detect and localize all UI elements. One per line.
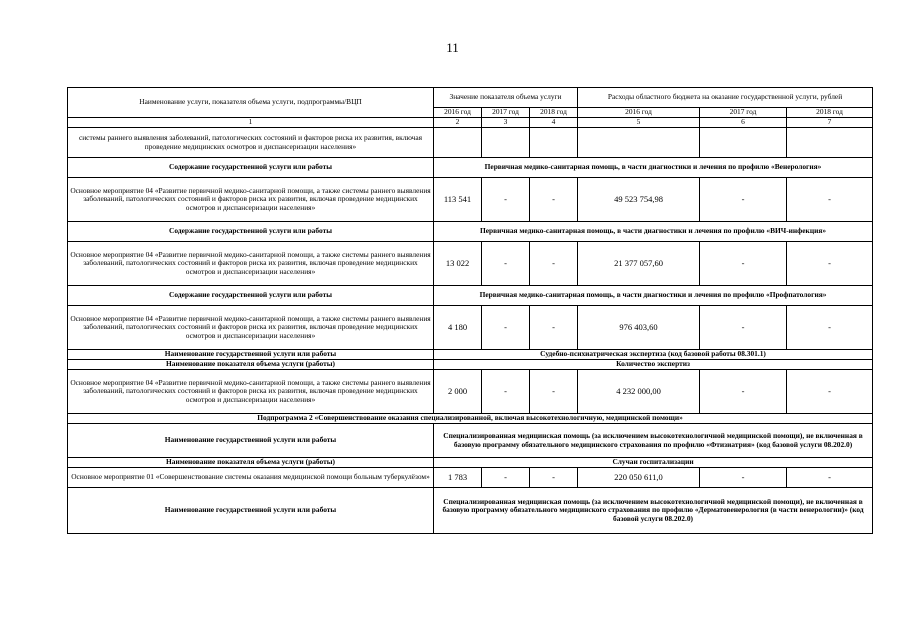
header-col-name: Наименование услуги, показателя объема услуги, подпрограммы/ВЦП (68, 88, 434, 118)
value-cell: - (787, 306, 873, 350)
row-label: Содержание государственной услуги или работы (68, 222, 434, 242)
row-value: Специализированная медицинская помощь (за исключением высокотехнологичной медицинской помощи), не включенная в базовую программу обязательного медицинского страхования по профилю «Дерматовенерология (в части венерологии)» (код базовой услуги 08.202.0) (434, 488, 873, 534)
activity-text: Основное мероприятие 04 «Развитие первичной медико-санитарной помощи, а также системы раннего выявления заболеваний, патологических состояний и факторов риска их развития, включая проведение медицинских осмотров и диспансеризации населения» (68, 306, 434, 350)
value-cell: - (700, 242, 787, 286)
col-number: 1 (68, 118, 434, 128)
row-label: Содержание государственной услуги или работы (68, 286, 434, 306)
value-cell: 976 403,60 (578, 306, 700, 350)
table-row (68, 286, 873, 306)
value-cell: - (530, 370, 578, 414)
value-cell: - (787, 242, 873, 286)
col-number: 4 (530, 118, 578, 128)
value-cell: 4 180 (434, 306, 482, 350)
activity-text: Основное мероприятие 04 «Развитие первичной медико-санитарной помощи, а также системы раннего выявления заболеваний, патологических состояний и факторов риска их развития, включая проведение медицинских осмотров и диспансеризации населения» (68, 178, 434, 222)
page-number: 11 (446, 40, 459, 55)
table-row (68, 178, 873, 222)
row-label: Наименование государственной услуги или работы (68, 488, 434, 534)
value-cell: - (530, 306, 578, 350)
value-cell: 113 541 (434, 178, 482, 222)
table-row (68, 222, 873, 242)
table-row (68, 350, 873, 360)
row-label: Наименование государственной услуги или работы (68, 424, 434, 458)
value-cell: 13 022 (434, 242, 482, 286)
col-number: 5 (578, 118, 700, 128)
table-row (68, 424, 873, 458)
table-row (68, 128, 873, 158)
header-row-numbers (68, 118, 873, 128)
value-cell: - (482, 370, 530, 414)
value-cell: - (700, 306, 787, 350)
header-year: 2017 год (482, 108, 530, 118)
header-year: 2016 год (434, 108, 482, 118)
activity-text: системы раннего выявления заболеваний, патологических состояний и факторов риска их развития, включая проведение медицинских осмотров и диспансеризации населения» (68, 128, 434, 158)
row-label: Наименование показателя объема услуги (работы) (68, 458, 434, 468)
row-value: Первичная медико-санитарная помощь, в части диагностики и лечения по профилю «ВИЧ-инфекция» (434, 222, 873, 242)
table-row (68, 158, 873, 178)
value-cell: - (482, 306, 530, 350)
activity-text: Основное мероприятие 01 «Совершенствование системы оказания медицинской помощи больным туберкулёзом» (68, 468, 434, 488)
table-row (68, 458, 873, 468)
row-value: Первичная медико-санитарная помощь, в части диагностики и лечения по профилю «Профпатология» (434, 286, 873, 306)
budget-table (67, 87, 873, 534)
row-value: Количество экспертиз (434, 360, 873, 370)
row-value: Случаи госпитализации (434, 458, 873, 468)
value-cell: - (530, 178, 578, 222)
value-cell: - (700, 370, 787, 414)
table-row (68, 488, 873, 534)
col-number: 7 (787, 118, 873, 128)
header-row-1 (68, 88, 873, 108)
value-cell: 2 000 (434, 370, 482, 414)
value-cell: 21 377 057,60 (578, 242, 700, 286)
header-year: 2016 год (578, 108, 700, 118)
header-year: 2018 год (530, 108, 578, 118)
row-value: Первичная медико-санитарная помощь, в части диагностики и лечения по профилю «Венерология» (434, 158, 873, 178)
header-volume-group: Значение показателя объема услуги (434, 88, 578, 108)
table-row (68, 468, 873, 488)
header-expense-group: Расходы областного бюджета на оказание государственной услуги, рублей (578, 88, 873, 108)
header-year: 2017 год (700, 108, 787, 118)
activity-text: Основное мероприятие 04 «Развитие первичной медико-санитарной помощи, а также системы раннего выявления заболеваний, патологических состояний и факторов риска их развития, включая проведение медицинских осмотров и диспансеризации населения» (68, 370, 434, 414)
header-year: 2018 год (787, 108, 873, 118)
row-label: Наименование государственной услуги или работы (68, 350, 434, 360)
value-cell: 220 050 611,0 (578, 468, 700, 488)
value-cell: - (787, 468, 873, 488)
row-value: Судебно-психиатрическая экспертиза (код базовой работы 08.301.1) (434, 350, 873, 360)
activity-text: Основное мероприятие 04 «Развитие первичной медико-санитарной помощи, а также системы раннего выявления заболеваний, патологических состояний и факторов риска их развития, включая проведение медицинских осмотров и диспансеризации населения» (68, 242, 434, 286)
row-label: Наименование показателя объема услуги (работы) (68, 360, 434, 370)
value-cell: 49 523 754,98 (578, 178, 700, 222)
value-cell: - (482, 178, 530, 222)
table-row (68, 306, 873, 350)
value-cell: - (482, 242, 530, 286)
col-number: 3 (482, 118, 530, 128)
col-number: 6 (700, 118, 787, 128)
value-cell: - (530, 468, 578, 488)
table-row (68, 360, 873, 370)
value-cell: - (787, 370, 873, 414)
subprogram-title: Подпрограмма 2 «Совершенствование оказания специализированной, включая высокотехнологичную, медицинской помощи» (68, 414, 873, 424)
value-cell: 1 783 (434, 468, 482, 488)
table-row (68, 370, 873, 414)
value-cell: - (700, 468, 787, 488)
subprogram-row (68, 414, 873, 424)
value-cell: - (482, 468, 530, 488)
row-label: Содержание государственной услуги или работы (68, 158, 434, 178)
table-row (68, 242, 873, 286)
value-cell: - (530, 242, 578, 286)
row-value: Специализированная медицинская помощь (за исключением высокотехнологичной медицинской помощи), не включенная в базовую программу обязательного медицинского страхования по профилю «Фтизиатрия» (код базовой услуги 08.202.0) (434, 424, 873, 458)
value-cell: - (700, 178, 787, 222)
value-cell: 4 232 000,00 (578, 370, 700, 414)
col-number: 2 (434, 118, 482, 128)
value-cell: - (787, 178, 873, 222)
